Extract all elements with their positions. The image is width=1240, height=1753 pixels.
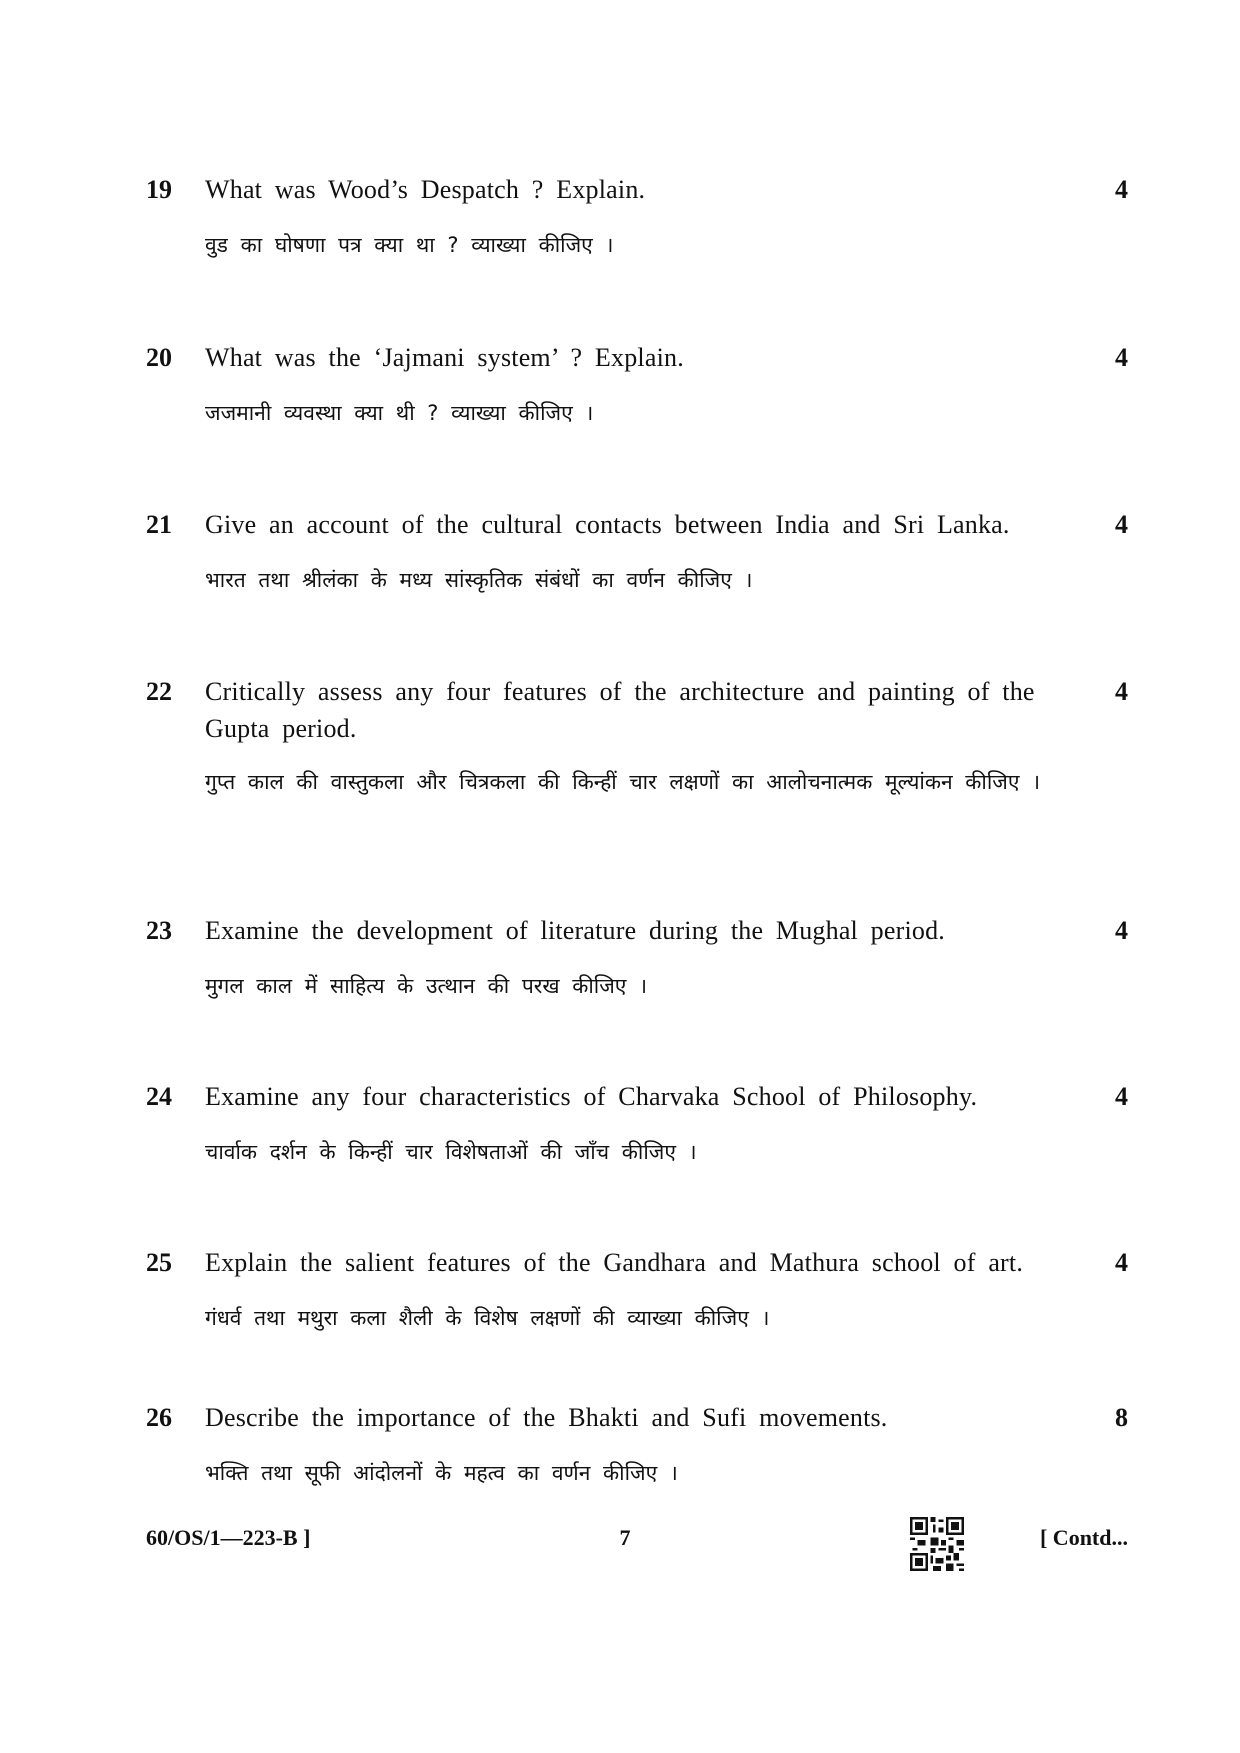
question-marks: 4	[1115, 175, 1128, 204]
question-text-english: Describe the importance of the Bhakti and Sufi movements.	[205, 1403, 888, 1432]
question-text-english: Examine the development of literature during the Mughal period.	[205, 916, 946, 945]
question-marks: 4	[1115, 343, 1128, 372]
question-text-hindi: चार्वाक दर्शन के किन्हीं चार विशेषताओं की जाँच कीजिए ।	[205, 1140, 697, 1164]
question-number: 19	[146, 175, 172, 204]
question-text-english: Explain the salient features of the Gandhara and Mathura school of art.	[205, 1248, 1024, 1277]
question-number: 21	[146, 510, 172, 539]
question-text-hindi: गुप्त काल की वास्तुकला और चित्रकला की किन्हीं चार लक्षणों का आलोचनात्मक मूल्यांकन कीजिए ।	[205, 770, 1041, 794]
question-text-english: What was the ‘Jajmani system’ ? Explain.	[205, 343, 684, 372]
question-marks: 4	[1115, 1082, 1128, 1111]
question-number: 23	[146, 916, 172, 945]
question-number: 24	[146, 1082, 172, 1111]
question-marks: 4	[1115, 1248, 1128, 1277]
page-footer	[0, 1523, 1240, 1583]
question-number: 22	[146, 677, 172, 706]
question-number: 20	[146, 343, 172, 372]
question-text-hindi: मुगल काल में साहित्य के उत्थान की परख कीजिए ।	[205, 974, 648, 998]
question-text-hindi: वुड का घोषणा पत्र क्या था ? व्याख्या कीजिए ।	[205, 233, 614, 257]
question-text-english: What was Wood’s Despatch ? Explain.	[205, 175, 646, 204]
question-marks: 4	[1115, 916, 1128, 945]
qr-code-icon	[910, 1517, 964, 1571]
question-marks: 8	[1115, 1403, 1128, 1432]
question-text-hindi: भक्ति तथा सूफी आंदोलनों के महत्व का वर्णन कीजिए ।	[205, 1461, 678, 1485]
question-text-hindi: भारत तथा श्रीलंका के मध्य सांस्कृतिक संबंधों का वर्णन कीजिए ।	[205, 568, 753, 592]
question-text-english: Examine any four characteristics of Charvaka School of Philosophy.	[205, 1082, 978, 1111]
question-marks: 4	[1115, 510, 1128, 539]
question-number: 25	[146, 1248, 172, 1277]
question-text-english: Critically assess any four features of the architecture and painting of the Gupta period.	[205, 677, 1035, 743]
question-text-hindi: जजमानी व्यवस्था क्या थी ? व्याख्या कीजिए ।	[205, 401, 594, 425]
continued-label: [ Contd...	[1039, 1525, 1128, 1550]
question-text-english: Give an account of the cultural contacts between India and Sri Lanka.	[205, 510, 1010, 539]
paper-code: 60/OS/1—223-B ]	[146, 1525, 311, 1550]
question-marks: 4	[1115, 677, 1128, 706]
question-number: 26	[146, 1403, 172, 1432]
question-text-hindi: गंधर्व तथा मथुरा कला शैली के विशेष लक्षणों की व्याख्या कीजिए ।	[205, 1306, 770, 1330]
page-number: 7	[619, 1525, 631, 1550]
